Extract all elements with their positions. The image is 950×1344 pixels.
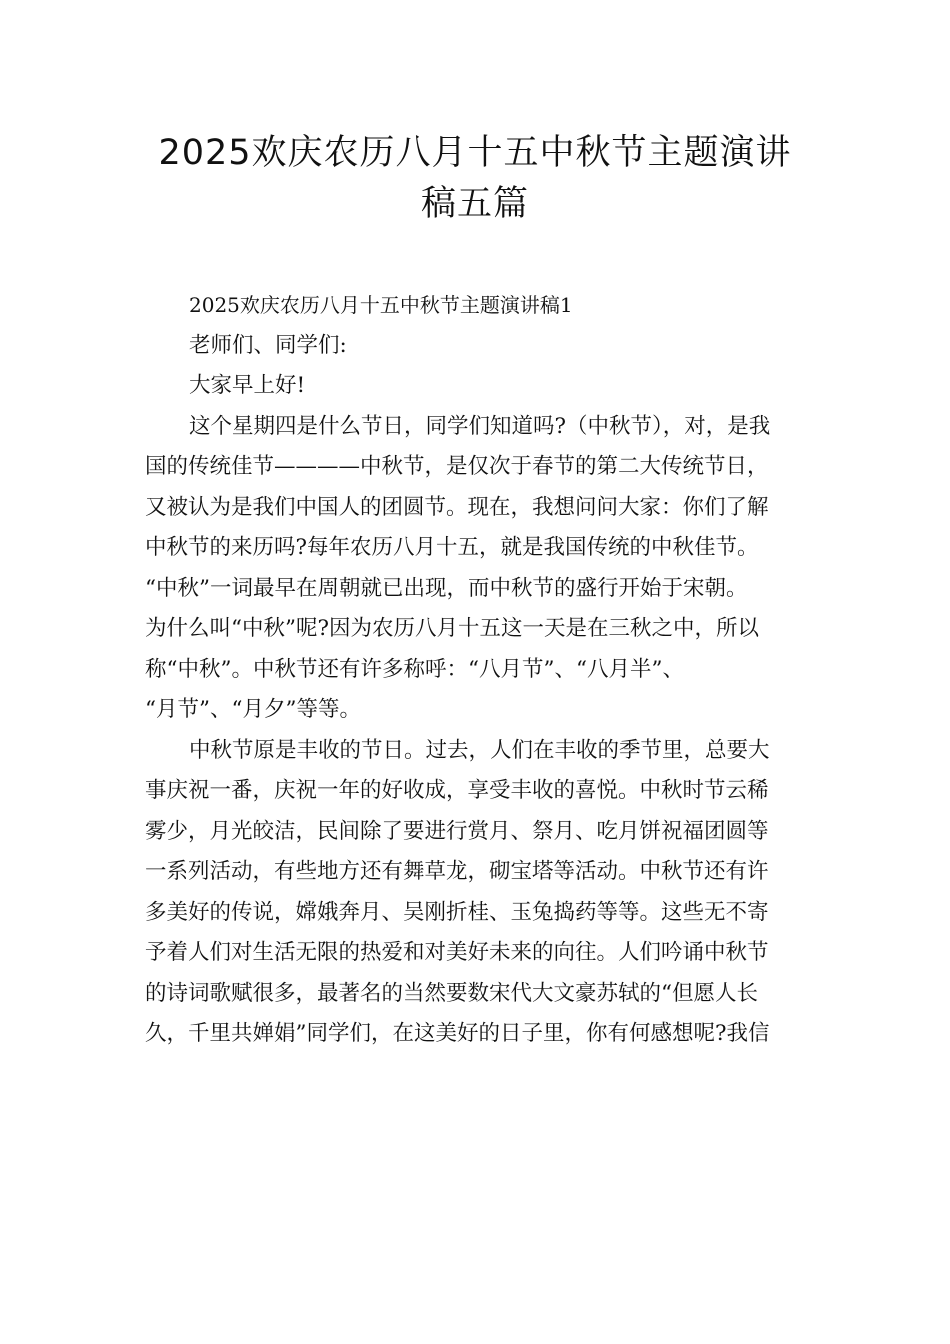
salutation: 老师们、同学们: <box>189 332 347 358</box>
document-body <box>145 285 807 1055</box>
paragraph-line: 久，千里共婵娟”同学们，在这美好的日子里，你有何感想呢?我信 <box>145 1021 770 1046</box>
paragraph-2 <box>145 731 807 1055</box>
paragraph-line: 国的传统佳节————中秋节，是仅次于春节的第二大传统节日， <box>145 454 769 479</box>
paragraph-line: 一系列活动，有些地方还有舞草龙，砌宝塔等活动。中秋节还有许 <box>145 859 769 884</box>
paragraph-line: 多美好的传说，嫦娥奔月、吴刚折桂、玉兔捣药等等。这些无不寄 <box>145 899 769 925</box>
title-line-2: 稿五篇 <box>420 184 529 224</box>
paragraph-line: 予着人们对生活无限的热爱和对美好未来的向往。人们吟诵中秋节 <box>145 940 769 965</box>
paragraph-line: 这个星期四是什么节日，同学们知道吗?（中秋节），对，是我 <box>189 413 771 439</box>
paragraph-line: 雾少，月光皎洁，民间除了要进行赏月、祭月、吃月饼祝福团圆等 <box>145 818 769 844</box>
title-line-1: 2025欢庆农历八月十五中秋节主题演讲 <box>158 133 792 173</box>
greeting: 大家早上好! <box>189 373 306 398</box>
paragraph-line: “中秋”一词最早在周朝就已出现，而中秋节的盛行开始于宋朝。 <box>145 575 748 601</box>
document-title <box>120 128 830 230</box>
speech-subtitle: 2025欢庆农历八月十五中秋节主题演讲稿1 <box>189 293 573 317</box>
paragraph-line: 中秋节的来历吗?每年农历八月十五，就是我国传统的中秋佳节。 <box>145 535 759 560</box>
paragraph-line: 中秋节原是丰收的节日。过去，人们在丰收的季节里，总要大 <box>189 737 770 763</box>
paragraph-line: 为什么叫“中秋”呢?因为农历八月十五这一天是在三秋之中，所以 <box>145 616 760 641</box>
paragraph-line: “月节”、“月夕”等等。 <box>145 697 361 722</box>
paragraph-line: 事庆祝一番，庆祝一年的好收成，享受丰收的喜悦。中秋时节云稀 <box>145 778 769 803</box>
paragraph-line: 又被认为是我们中国人的团圆节。现在，我想问问大家：你们了解 <box>145 494 769 520</box>
paragraph-1 <box>145 407 807 731</box>
paragraph-line: 称“中秋”。中秋节还有许多称呼：“八月节”、“八月半”、 <box>145 656 684 682</box>
paragraph-line: 的诗词歌赋很多，最著名的当然要数宋代大文豪苏轼的“但愿人长 <box>145 980 758 1006</box>
